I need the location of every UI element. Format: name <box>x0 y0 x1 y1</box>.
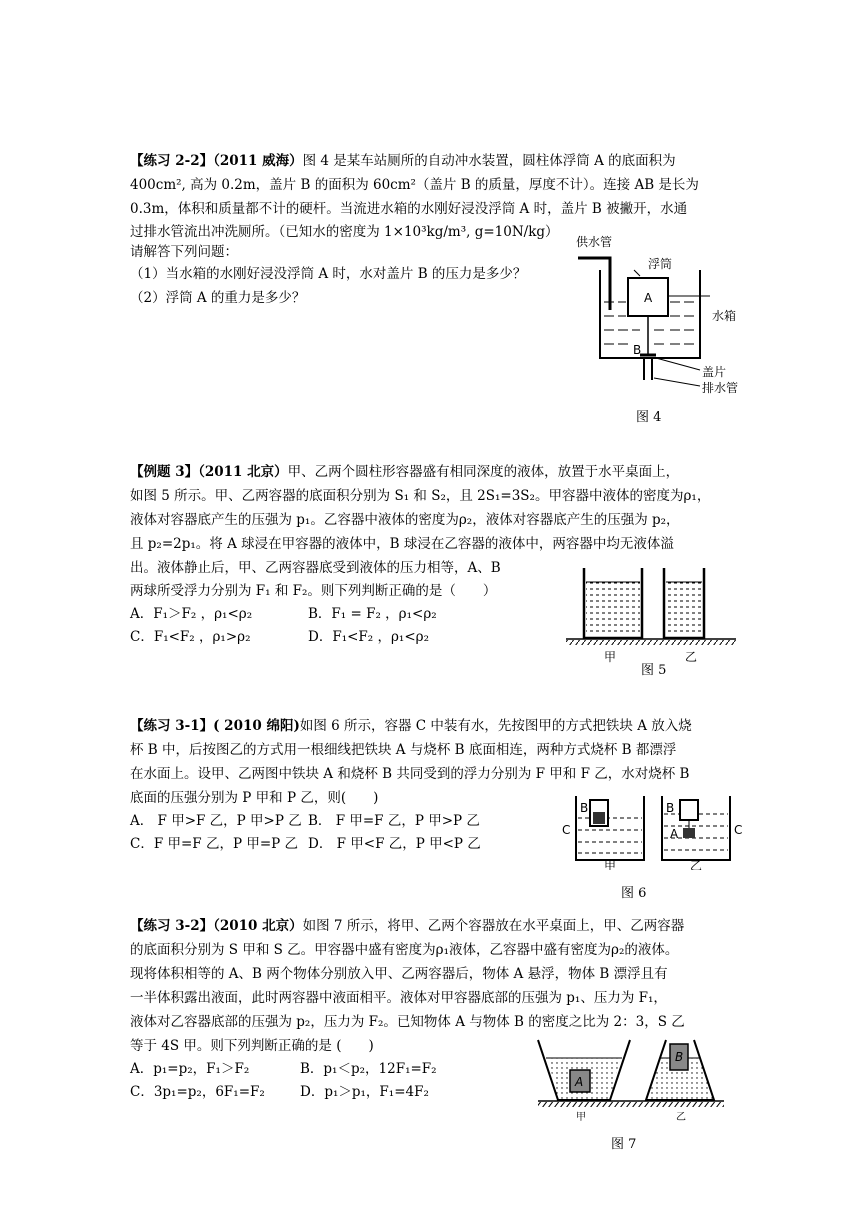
ex22-line3: 0.3m，体积和质量都不计的硬杆。当流进水箱的水刚好浸没浮筒 A 时，盖片 B 被撇开，水通 <box>130 201 688 217</box>
ex31-line3: 在水面上。设甲、乙两图中铁块 A 和烧杯 B 共同受到的浮力分别为 F 甲和 F 乙，水对烧杯 B <box>130 766 690 782</box>
ex31-text-1: 如图 6 所示，容器 C 中装有水，先按图甲的方式把铁块 A 放入烧 <box>299 718 692 734</box>
fig4-label-a: A <box>644 291 653 305</box>
ex3-text-1: 甲、乙两个圆柱形容器盛有相同深度的液体，放置于水平桌面上， <box>287 464 680 480</box>
ex32-line4: 一半体积露出液面，此时两容器中液面相平。液体对甲容器底部的压强为 p₁、压力为 F₁， <box>130 990 667 1006</box>
ex31-line2: 杯 B 中，后按图乙的方式用一根细线把铁块 A 与烧杯 B 底面相连，两种方式烧杯 B 都漂浮 <box>130 742 677 758</box>
ex32-line3: 现将体积相等的 A、B 两个物体分别放入甲、乙两容器后，物体 A 悬浮，物体 B 漂浮且有 <box>130 966 668 982</box>
fig4-label-supply: 供水管 <box>576 235 613 249</box>
ex31-line4: 底面的压强分别为 P 甲和 P 乙，则( ) <box>130 790 379 806</box>
ex3-option-a: A．F₁＞F₂ ，ρ₁<ρ₂ <box>130 606 253 622</box>
ex22-text-1: 图 4 是某车站厕所的自动冲水装置，圆柱体浮筒 A 的底面积为 <box>302 153 676 169</box>
ex22-line1 <box>130 153 676 170</box>
figure-4-diagram <box>570 230 770 400</box>
fig7-label-a: A <box>575 1075 584 1089</box>
figure-6-diagram <box>556 790 746 870</box>
ex32-option-d: D．p₁＞p₁，F₁=4F₂ <box>300 1084 429 1100</box>
ex31-heading: 【练习 3-1】( 2010 绵阳) <box>130 718 300 734</box>
ex31-option-b: B． F 甲=F 乙，P 甲>P 乙 <box>308 813 480 829</box>
fig4-label-b: B <box>633 343 642 357</box>
ex3-line1 <box>130 464 679 481</box>
fig7-label-jia: 甲 <box>576 1112 586 1123</box>
ex3-line2: 如图 5 所示。甲、乙两容器的底面积分别为 S₁ 和 S₂，且 2S₁=3S₂。甲容器中液体的密度为ρ₁， <box>130 488 711 504</box>
fig5-label-jia: 甲 <box>604 650 617 664</box>
ex32-option-c: C．3p₁=p₂，6F₁=F₂ <box>130 1084 265 1100</box>
ex3-line4: 且 p₂=2p₁。将 A 球浸在甲容器的液体中，B 球浸在乙容器的液体中，两容器中均无液体溢 <box>130 536 674 552</box>
ex3-heading: 【例题 3】（2011 北京） <box>130 464 288 480</box>
fig4-label-cover: 盖片 <box>702 365 727 379</box>
fig4-label-float: 浮筒 <box>648 257 673 271</box>
fig6-label-a2: A <box>670 827 679 841</box>
ex22-question-2: （2）浮筒 A 的重力是多少？ <box>130 290 306 306</box>
ex3-option-c: C．F₁<F₂ ，ρ₁>ρ₂ <box>130 629 251 645</box>
ex3-line5: 出。液体静止后，甲、乙两容器底受到液体的压力相等，A、B <box>130 560 501 576</box>
figure-5-diagram <box>560 562 740 672</box>
ex3-option-b: B．F₁ = F₂ ，ρ₁<ρ₂ <box>308 606 437 622</box>
ex22-line5: 请解答下列问题： <box>130 244 238 260</box>
ex3-line3: 液体对容器底产生的压强为 p₁。乙容器中液体的密度为ρ₂，液体对容器底产生的压强为 p₂， <box>130 512 680 528</box>
ex32-line6: 等于 4S 甲。则下列判断正确的是 ( ) <box>130 1038 374 1054</box>
fig6-label-jia: 甲 <box>604 859 617 870</box>
ex32-option-a: A．p₁=p₂，F₁＞F₂ <box>130 1061 250 1077</box>
ex31-option-c: C．F 甲=F 乙，P 甲=P 乙 <box>130 836 299 852</box>
ex32-option-b: B．p₁＜p₂，12F₁=F₂ <box>300 1061 437 1077</box>
fig6-label-b1: B <box>580 801 589 815</box>
fig4-label-tank: 水箱 <box>712 309 737 323</box>
fig5-label-yi: 乙 <box>685 650 698 664</box>
ex3-line6: 两球所受浮力分别为 F₁ 和 F₂。则下列判断正确的是（ ） <box>130 583 497 599</box>
figure-7-caption: 图 7 <box>611 1137 637 1152</box>
fig6-label-b2: B <box>666 801 675 815</box>
fig7-label-yi: 乙 <box>676 1112 686 1123</box>
ex31-option-a: A． F 甲>F 乙，P 甲>P 乙 <box>130 813 302 829</box>
figure-7-diagram <box>530 1036 730 1126</box>
fig7-label-b: B <box>675 1050 684 1064</box>
figure-4-caption: 图 4 <box>636 410 662 425</box>
ex32-line1 <box>130 918 684 935</box>
fig4-label-drain: 排水管 <box>702 381 739 395</box>
fig6-label-a1: A <box>595 803 602 813</box>
ex22-question-1: （1）当水箱的水刚好浸没浮筒 A 时，水对盖片 B 的压力是多少？ <box>130 266 527 282</box>
ex31-line1 <box>130 718 692 735</box>
ex32-heading: 【练习 3-2】（2010 北京） <box>130 918 303 934</box>
fig6-label-c1: C <box>562 823 571 837</box>
fig6-label-yi: 乙 <box>690 859 703 870</box>
fig6-label-c2: C <box>734 823 743 837</box>
ex22-line4: 过排水管流出冲洗厕所。（已知水的密度为 1×10³kg/m³, g=10N/kg） <box>130 224 559 240</box>
figure-6-caption: 图 6 <box>621 886 647 901</box>
ex31-option-d: D． F 甲<F 乙，P 甲<P 乙 <box>308 836 481 852</box>
ex32-text-1: 如图 7 所示，将甲、乙两个容器放在水平桌面上，甲、乙两容器 <box>302 918 685 934</box>
ex22-heading: 【练习 2-2】（2011 威海） <box>130 153 303 169</box>
ex22-line2: 400cm², 高为 0.2m，盖片 B 的面积为 60cm²（盖片 B 的质量，厚度不计）。连接 AB 是长为 <box>130 177 699 193</box>
figure-5-caption: 图 5 <box>641 663 667 678</box>
ex32-line2: 的底面积分别为 S 甲和 S 乙。甲容器中盛有密度为ρ₁液体，乙容器中盛有密度为ρ₂的液体。 <box>130 942 679 958</box>
ex3-option-d: D．F₁<F₂ ，ρ₁<ρ₂ <box>308 629 429 645</box>
ex32-line5: 液体对乙容器底部的压强为 p₂，压力为 F₂。已知物体 A 与物体 B 的密度之比为 2：3，S 乙 <box>130 1014 685 1030</box>
